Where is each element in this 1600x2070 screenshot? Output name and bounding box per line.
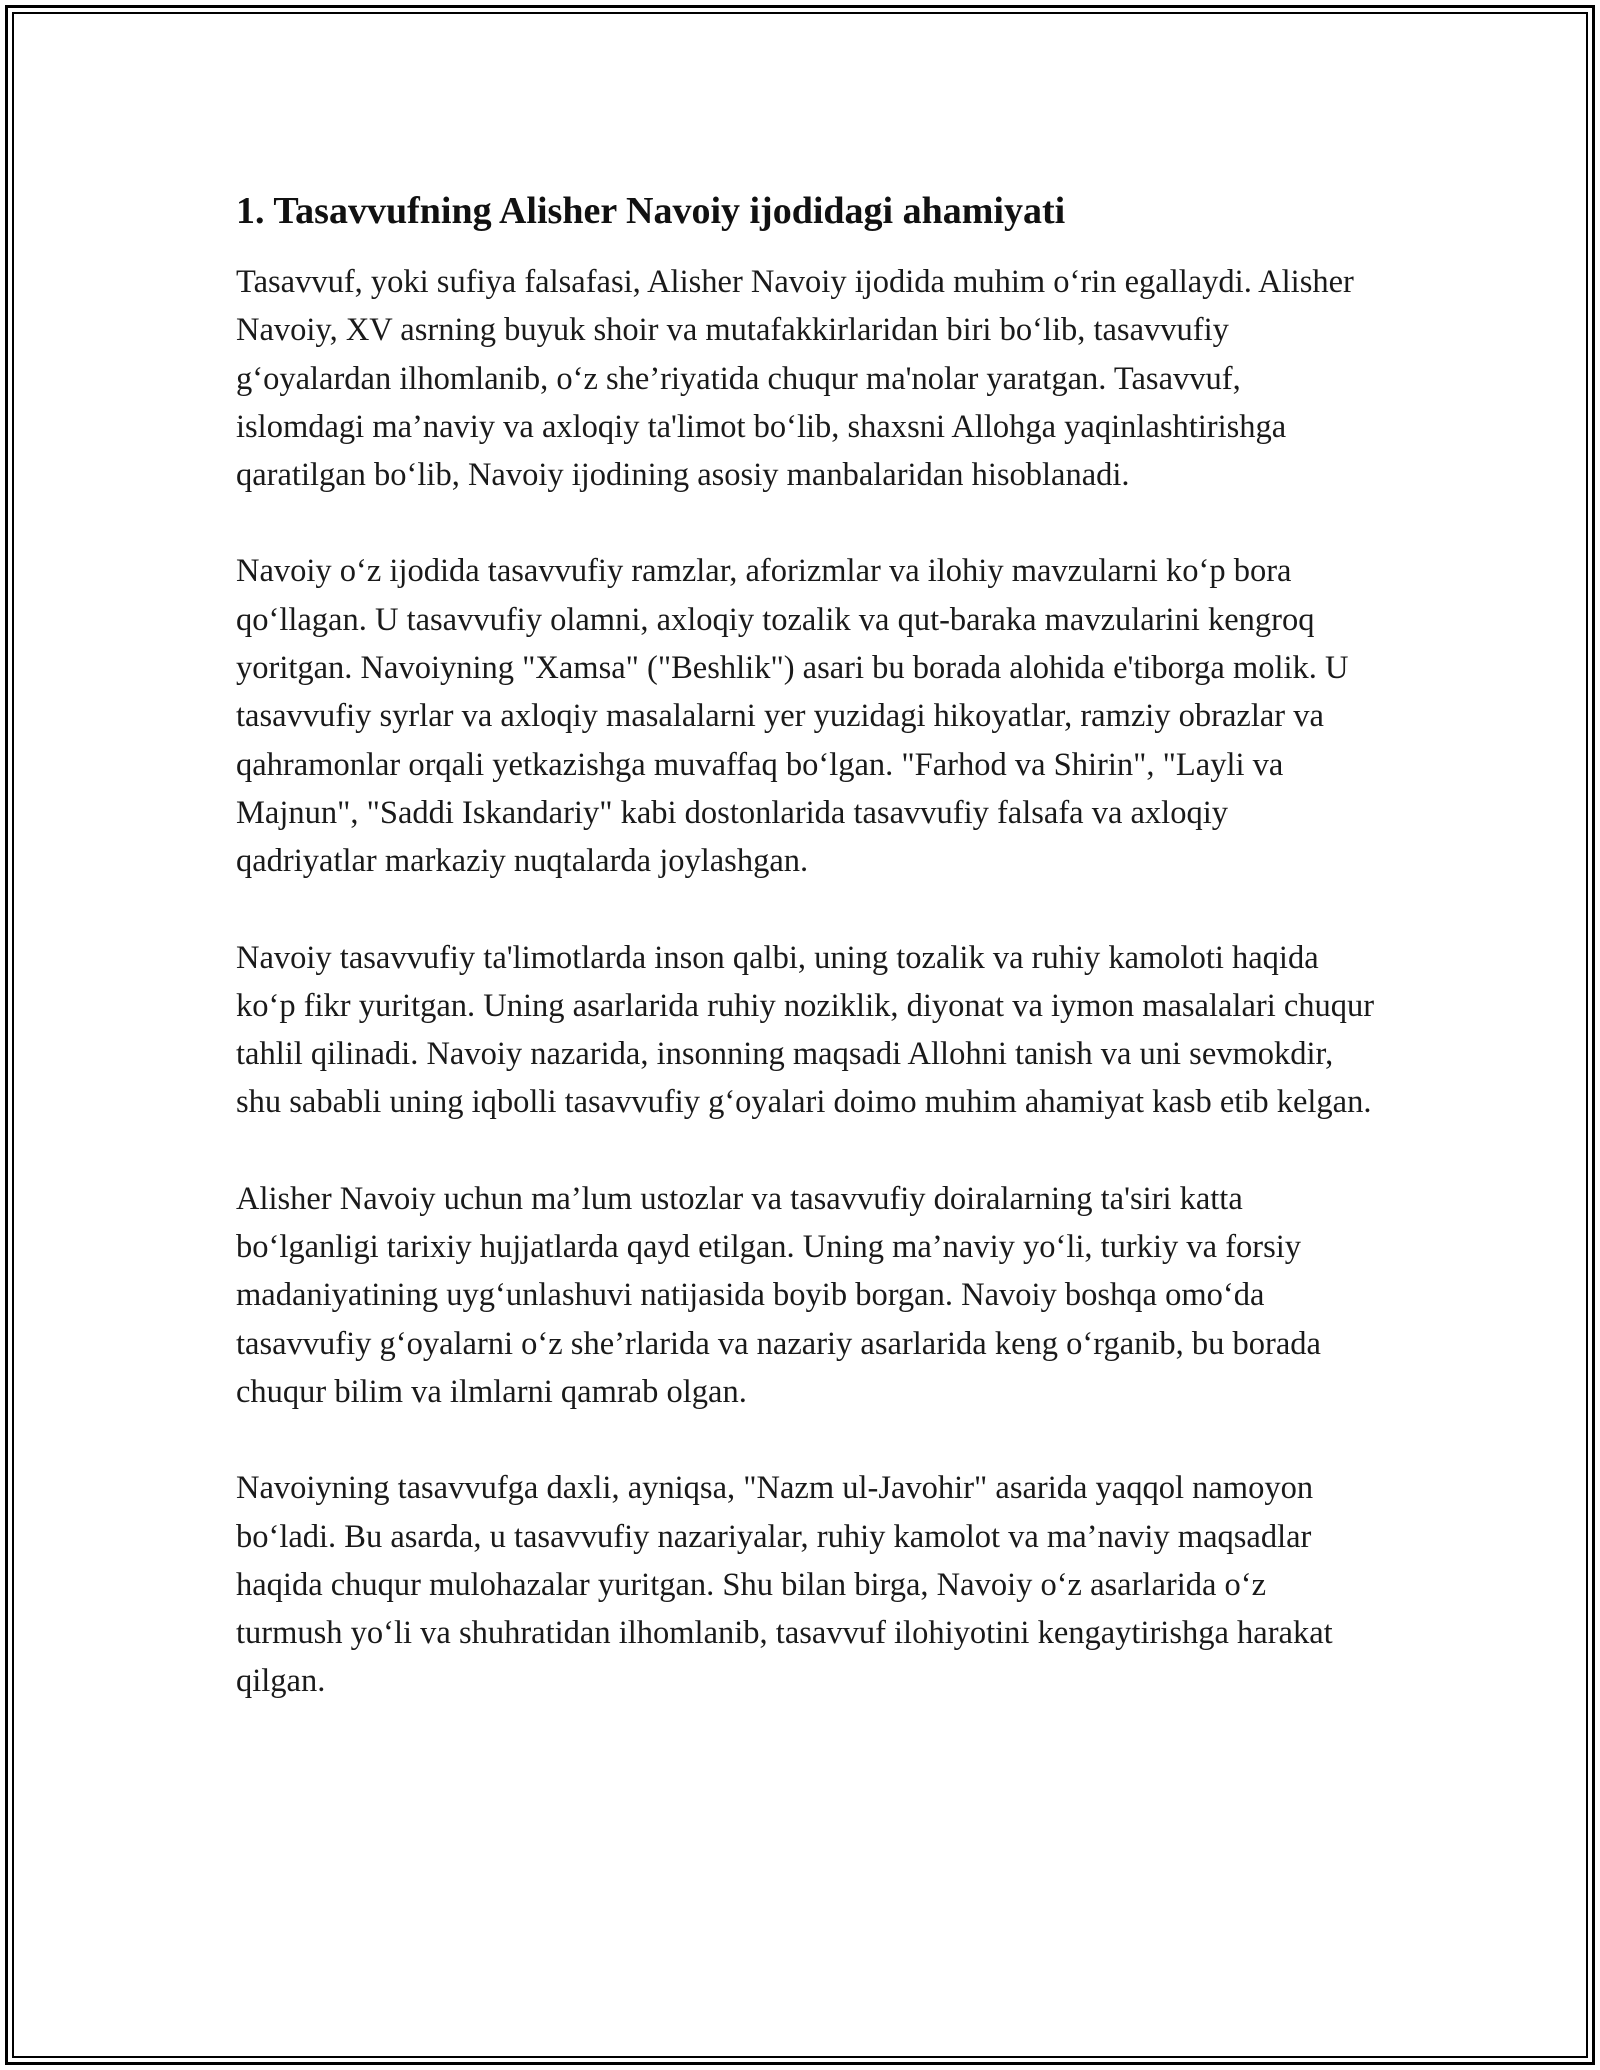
paragraph-4: Alisher Navoiy uchun ma’lum ustozlar va tasavvufiy doiralarning ta'siri katta bo‘lganligi tarixiy hujjatlarda qayd etilgan. Uning ma’naviy yo‘li, turkiy va forsiy madaniyatining uyg‘unlashuvi natijasida boyib borgan. Navoiy boshqa omo‘da tasavvufiy g‘oyalarni o‘z she’rlarida va nazariy asarlarida keng o‘rganib, bu borada chuqur bilim va ilmlarni qamrab olgan.	[236, 1180, 1321, 1410]
section-heading: 1. Tasavvufning Alisher Navoiy ijodidagi ahamiyati	[236, 190, 1066, 232]
paragraph-5: Navoiyning tasavvufga daxli, ayniqsa, "Nazm ul-Javohir" asarida yaqqol namoyon bo‘ladi. Bu asarda, u tasavvufiy nazariyalar, ruhiy kamolot va ma’naviy maqsadlar haqida chuqur mulohazalar yuritgan. Shu bilan birga, Navoiy o‘z asarlarida o‘z turmush yo‘li va shuhratidan ilhomlanib, tasavvuf ilohiyotini kengaytirishga harakat qilgan.	[236, 1470, 1333, 1700]
paragraph-1: Tasavvuf, yoki sufiya falsafasi, Alisher Navoiy ijodida muhim o‘rin egallaydi. Alisher Navoiy, XV asrning buyuk shoir va mutafakkirlaridan biri bo‘lib, tasavvufiy g‘oyalardan ilhomlanib, o‘z she’riyatida chuqur ma'nolar yaratgan. Tasavvuf, islomdagi ma’naviy va axloqiy ta'limot bo‘lib, shaxsni Allohga yaqinlashtirishga qaratilgan bo‘lib, Navoiy ijodining asosiy manbalaridan hisoblanadi.	[236, 264, 1354, 494]
paragraph-3: Navoiy tasavvufiy ta'limotlarda inson qalbi, uning tozalik va ruhiy kamoloti haqida ko‘p fikr yuritgan. Uning asarlarida ruhiy noziklik, diyonat va iymon masalalari chuqur tahlil qilinadi. Navoiy nazarida, insonning maqsadi Allohni tanish va uni sevmokdir, shu sababli uning iqbolli tasavvufiy g‘oyalari doimo muhim ahamiyat kasb etib kelgan.	[236, 939, 1375, 1121]
paragraph-2: Navoiy o‘z ijodida tasavvufiy ramzlar, aforizmlar va ilohiy mavzularni ko‘p bora qo‘llagan. U tasavvufiy olamni, axloqiy tozalik va qut-baraka mavzularini kengroq yoritgan. Navoiyning "Xamsa" ("Beshlik") asari bu borada alohida e'tiborga molik. U tasavvufiy syrlar va axloqiy masalalarni yer yuzidagi hikoyatlar, ramziy obrazlar va qahramonlar orqali yetkazishga muvaffaq bo‘lgan. "Farhod va Shirin", "Layli va Majnun", "Saddi Iskandariy" kabi dostonlarida tasavvufiy falsafa va axloqiy qadriyatlar markaziy nuqtalarda joylashgan.	[236, 553, 1349, 880]
document-body	[236, 186, 1376, 1754]
